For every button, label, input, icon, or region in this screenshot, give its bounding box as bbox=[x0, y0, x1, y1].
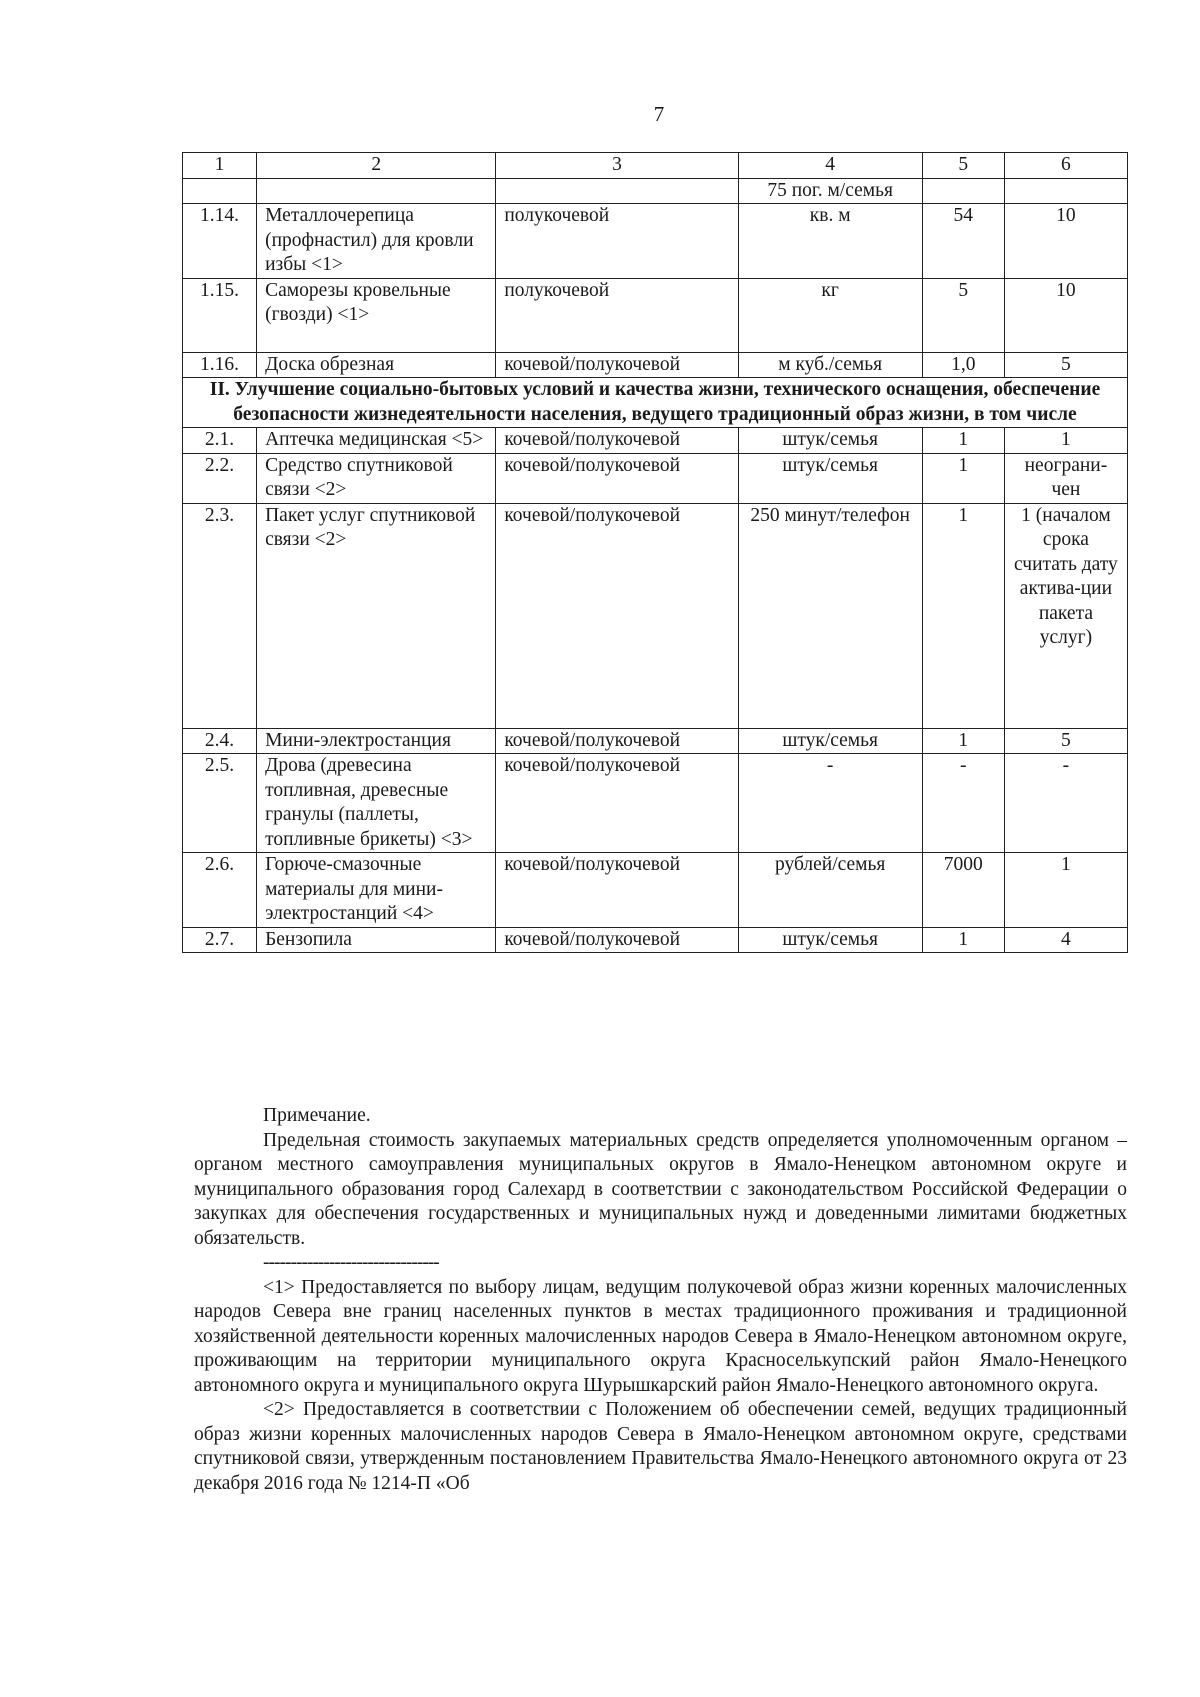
table-row bbox=[183, 278, 1128, 352]
cell-unit: 75 пог. м/семья bbox=[738, 178, 922, 204]
header-row bbox=[183, 153, 1128, 179]
norms-table bbox=[182, 152, 1128, 953]
footnote-2: <2> Предоставляется в соответствии с Положением об обеспечении семей, ведущих традиционный образ жизни коренных малочисленных народов Севера в Ямало-Ненецком автономном округе, средствами спутниковой связи, утвержденным постановлением Правительства Ямало-Ненецкого автономного округа от 23 декабря 2016 года № 1214-П «Об bbox=[194, 1399, 1127, 1494]
table-row bbox=[183, 352, 1128, 378]
cell-item: Аптечка медицинская <5> bbox=[257, 428, 496, 454]
header-cell: 5 bbox=[922, 153, 1004, 179]
cell-norm: 5 bbox=[922, 278, 1004, 352]
cell-unit: рублей/семья bbox=[738, 853, 922, 928]
notes-block bbox=[194, 1104, 1127, 1496]
table-row bbox=[183, 428, 1128, 454]
cell-lifestyle: кочевой/полукочевой bbox=[496, 428, 738, 454]
table-row bbox=[183, 204, 1128, 279]
cell-number: 1.16. bbox=[183, 352, 257, 378]
table-row bbox=[183, 178, 1128, 204]
header-cell: 1 bbox=[183, 153, 257, 179]
cell-unit: м куб./семья bbox=[738, 352, 922, 378]
table-row bbox=[183, 927, 1128, 953]
table-row bbox=[183, 754, 1128, 853]
cell-lifestyle: кочевой/полукочевой bbox=[496, 503, 738, 728]
cell-unit: кг bbox=[738, 278, 922, 352]
footnote-1: <1> Предоставляется по выбору лицам, ведущим полукочевой образ жизни коренных малочисленных народов Севера вне границ населенных пунктов в местах традиционного проживания и традиционной хозяйственной деятельности коренных малочисленных народов Севера в Ямало-Ненецком автономном округе, проживающим на территории муниципального округа Красноселькупский район Ямало-Ненецкого автономного округа и муниципального округа Шурышкарский район Ямало-Ненецкого автономного округа. bbox=[194, 1276, 1127, 1396]
cell-lifestyle: кочевой/полукочевой bbox=[496, 728, 738, 754]
cell-unit: штук/семья bbox=[738, 728, 922, 754]
cell-item: Пакет услуг спутниковой связи <2> bbox=[257, 503, 496, 728]
note-paragraph: Предельная стоимость закупаемых материальных средств определяется уполномоченным органом – органом местного самоуправления муниципальных округов в Ямало-Ненецком автономном округе и муниципального образования город Салехард в соответствии с законодательством Российской Федерации о закупках для обеспечения государственных и муниципальных нужд и доведенными лимитами бюджетных обязательств. bbox=[194, 1129, 1127, 1249]
cell-number: 2.6. bbox=[183, 853, 257, 928]
cell-lifestyle bbox=[496, 178, 738, 204]
cell-period: 10 bbox=[1004, 278, 1127, 352]
cell-lifestyle: кочевой/полукочевой bbox=[496, 853, 738, 928]
cell-period: 5 bbox=[1004, 728, 1127, 754]
cell-number: 2.4. bbox=[183, 728, 257, 754]
cell-item: Средство спутниковой связи <2> bbox=[257, 453, 496, 503]
cell-lifestyle: кочевой/полукочевой bbox=[496, 453, 738, 503]
page-number: 7 bbox=[653, 102, 665, 126]
cell-unit: кв. м bbox=[738, 204, 922, 279]
cell-period: 4 bbox=[1004, 927, 1127, 953]
cell-lifestyle: кочевой/полукочевой bbox=[496, 352, 738, 378]
table-row bbox=[183, 503, 1128, 728]
cell-item: Металлочерепица (профнастил) для кровли избы <1> bbox=[257, 204, 496, 279]
cell-period: 10 bbox=[1004, 204, 1127, 279]
cell-norm: 1,0 bbox=[922, 352, 1004, 378]
cell-item: Горюче-смазочные материалы для мини-электростанций <4> bbox=[257, 853, 496, 928]
cell-item: Мини-электростанция bbox=[257, 728, 496, 754]
cell-norm: 1 bbox=[922, 428, 1004, 454]
cell-norm: 1 bbox=[922, 503, 1004, 728]
cell-unit: - bbox=[738, 754, 922, 853]
cell-number: 2.2. bbox=[183, 453, 257, 503]
section-title: II. Улучшение социально-бытовых условий и качества жизни, технического оснащения, обеспечение безопасности жизнедеятельности населения, ведущего традиционный образ жизни, в том числе bbox=[183, 378, 1128, 428]
cell-unit: 250 минут/телефон bbox=[738, 503, 922, 728]
cell-period: - bbox=[1004, 754, 1127, 853]
note-heading: Примечание. bbox=[263, 1105, 371, 1126]
cell-item: Бензопила bbox=[257, 927, 496, 953]
header-cell: 4 bbox=[738, 153, 922, 179]
cell-lifestyle: кочевой/полукочевой bbox=[496, 927, 738, 953]
cell-number: 2.3. bbox=[183, 503, 257, 728]
cell-item bbox=[257, 178, 496, 204]
cell-norm: 7000 bbox=[922, 853, 1004, 928]
cell-item: Доска обрезная bbox=[257, 352, 496, 378]
cell-period bbox=[1004, 178, 1127, 204]
cell-norm: 1 bbox=[922, 927, 1004, 953]
cell-period: 1 bbox=[1004, 853, 1127, 928]
cell-lifestyle: полукочевой bbox=[496, 278, 738, 352]
cell-unit: штук/семья bbox=[738, 927, 922, 953]
cell-number: 2.1. bbox=[183, 428, 257, 454]
header-cell: 6 bbox=[1004, 153, 1127, 179]
header-cell: 2 bbox=[257, 153, 496, 179]
cell-number bbox=[183, 178, 257, 204]
cell-item: Саморезы кровельные (гвозди) <1> bbox=[257, 278, 496, 352]
cell-unit: штук/семья bbox=[738, 453, 922, 503]
header-cell: 3 bbox=[496, 153, 738, 179]
cell-period: 1 (началом срока считать дату актива-ции пакета услуг) bbox=[1004, 503, 1127, 728]
cell-number: 1.15. bbox=[183, 278, 257, 352]
cell-number: 1.14. bbox=[183, 204, 257, 279]
cell-period: 1 bbox=[1004, 428, 1127, 454]
section-row bbox=[183, 378, 1128, 428]
cell-number: 2.5. bbox=[183, 754, 257, 853]
cell-unit: штук/семья bbox=[738, 428, 922, 454]
table-row bbox=[183, 853, 1128, 928]
cell-norm bbox=[922, 178, 1004, 204]
cell-lifestyle: кочевой/полукочевой bbox=[496, 754, 738, 853]
cell-item: Дрова (древесина топливная, древесные гранулы (паллеты, топливные брикеты) <3> bbox=[257, 754, 496, 853]
cell-norm: 1 bbox=[922, 453, 1004, 503]
footnote-separator: -------------------------------- bbox=[263, 1252, 439, 1273]
cell-period: 5 bbox=[1004, 352, 1127, 378]
cell-lifestyle: полукочевой bbox=[496, 204, 738, 279]
cell-norm: - bbox=[922, 754, 1004, 853]
cell-norm: 1 bbox=[922, 728, 1004, 754]
cell-period: неограни-чен bbox=[1004, 453, 1127, 503]
table-row bbox=[183, 453, 1128, 503]
table-row bbox=[183, 728, 1128, 754]
cell-norm: 54 bbox=[922, 204, 1004, 279]
cell-number: 2.7. bbox=[183, 927, 257, 953]
